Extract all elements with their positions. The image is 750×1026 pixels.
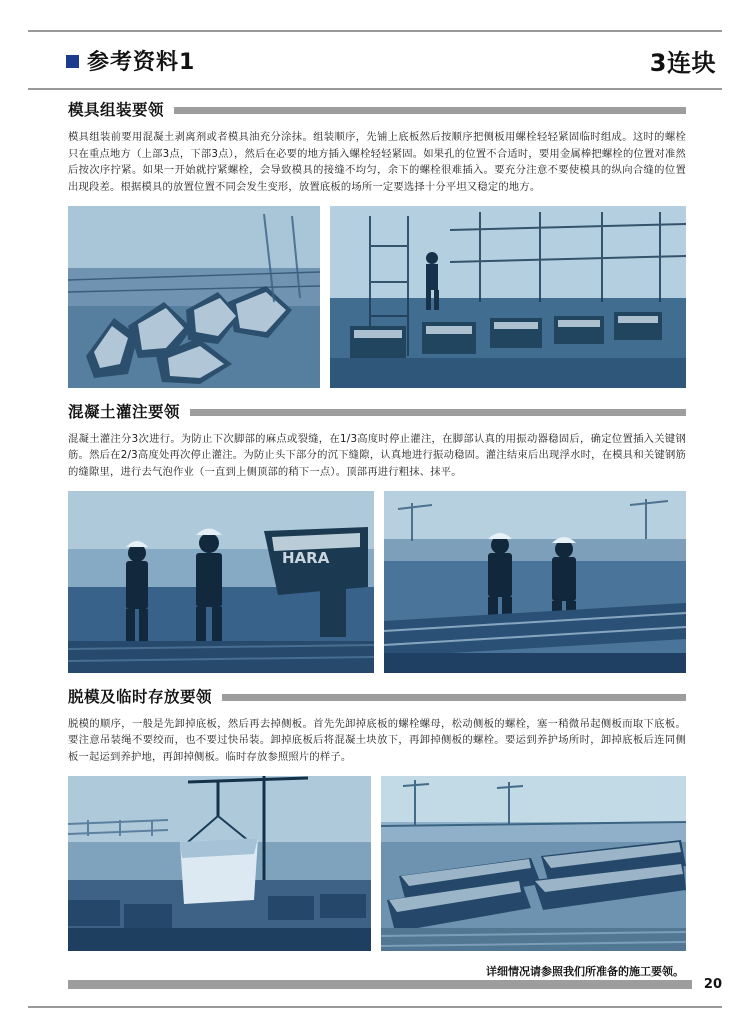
footer-bottom-rule — [28, 1006, 722, 1008]
section-heading — [68, 98, 686, 120]
section-concrete-pouring — [68, 400, 686, 673]
square-bullet-icon — [66, 55, 79, 68]
header-rule-bottom — [28, 88, 722, 90]
section-rule — [222, 694, 686, 701]
section-title: 脱模及临时存放要领 — [68, 687, 213, 706]
photo-concrete-pouring — [68, 491, 374, 673]
section-demolding-storage — [68, 685, 686, 951]
photo-demolding-crane — [68, 776, 371, 951]
photo-concrete-finishing — [384, 491, 686, 673]
page-content — [68, 98, 686, 989]
closing-note: 详细情况请参照我们所准备的施工要领。 — [486, 964, 684, 978]
section-mold-assembly — [68, 98, 686, 388]
section-body-text: 脱模的顺序，一般是先卸掉底板，然后再去掉侧板。首先先卸掉底板的螺栓螺母，松动侧板的螺栓，塞一稍微吊起侧板而取下底板。要注意吊装绳不要绞而，也不要过快吊装。卸掉底板后将混凝土块放下，再卸掉侧板的螺栓。要运到养护场所时，卸掉底板后连同侧板一起运到养护地，再卸掉侧板。临时存放参照照片的样子。 — [68, 717, 686, 764]
page-footer — [68, 977, 722, 992]
photo-row — [68, 776, 686, 951]
section-heading — [68, 400, 686, 422]
photo-row — [68, 491, 686, 673]
section-title: 混凝土灌注要领 — [68, 402, 181, 421]
header-right-title: 3连块 — [649, 48, 716, 77]
page-number: 20 — [703, 977, 722, 992]
section-body-text: 模具组装前要用混凝土剥离剂或者模具油充分涂抹。组装顺序，先铺上底板然后按顺序把侧板用螺栓轻轻紧固临时组成。这时的螺栓只在重点地方（上部3点，下部3点），然后在必要的地方插入螺栓轻轻紧固。如果孔的位置不合适时，要用金属棒把螺栓的位置对准然后按次序拧紧。如果一开始就拧紧螺栓，会导致模具的接缝不均匀，余下的螺栓很难插入。要充分注意不要使模具的纵向合缝的位置出现段差。根据模具的放置位置不同会发生变形，放置底板的场所一定要选择十分平坦又稳定的地方。 — [68, 131, 686, 194]
page-title: 参考资料1 — [87, 49, 196, 75]
section-rule — [174, 107, 686, 114]
photo-temporary-storage-yard — [381, 776, 686, 951]
section-title: 模具组装要领 — [68, 101, 165, 119]
photo-row — [68, 206, 686, 388]
footer-rule — [68, 980, 692, 989]
section-rule — [190, 409, 686, 416]
svg-text:HARA: HARA — [282, 548, 330, 567]
section-body-text: 混凝土灌注分3次进行。为防止下次脚部的麻点或裂缝，在1/3高度时停止灌注，在脚部认真的用振动器稳固后，确定位置插入关键钢筋。然后在2/3高度处再次停止灌注。为防止头下部分的沉下缝隙，认真地进行振动稳固。灌注结束后出现浮水时，在模具和关键钢筋的缝隙里，进行去气泡作业（一直到上侧顶部的稍下一点）。顶部再进行粗抹、抹平。 — [68, 432, 686, 479]
section-heading — [68, 685, 686, 707]
header-left-group — [66, 45, 195, 76]
photo-mold-units — [68, 206, 320, 388]
photo-mold-assembly-site — [330, 206, 686, 388]
page-header — [0, 30, 750, 92]
